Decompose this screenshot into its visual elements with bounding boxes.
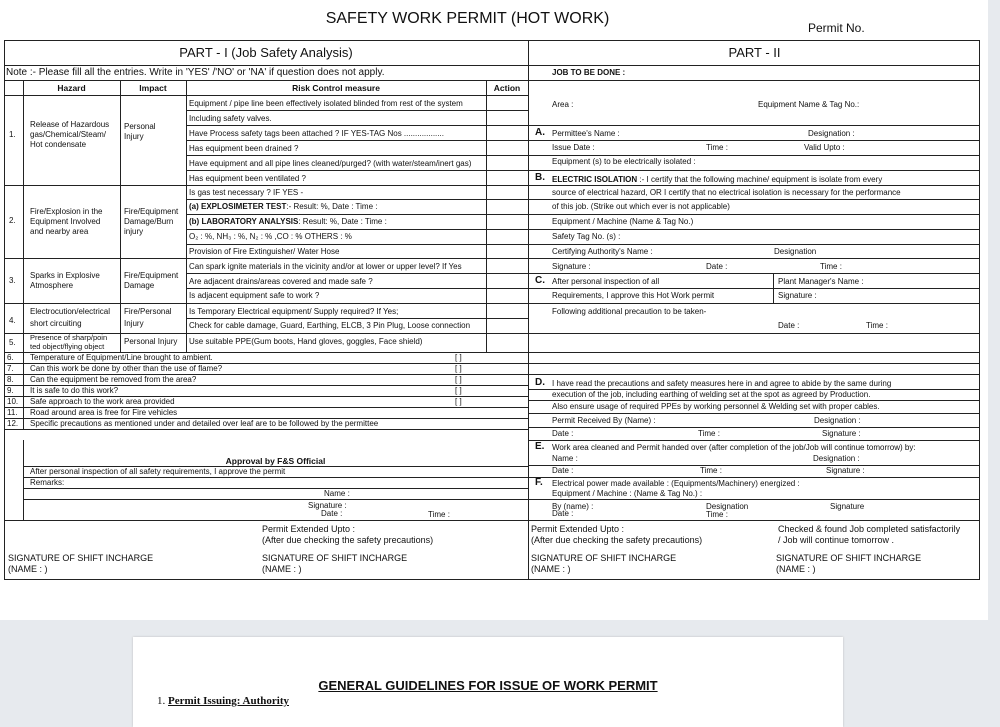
rule (23, 477, 528, 478)
equipment-tag-label: Equipment Name & Tag No.: (758, 100, 860, 109)
explosimeter-fields: :- Result: %, Date : Time : (286, 202, 378, 211)
risk-row (189, 217, 387, 227)
hazard-4-name: Electrocution/electrical (30, 307, 111, 316)
rule (186, 214, 528, 215)
part1-title: PART - I (Job Safety Analysis) (179, 45, 353, 60)
b-time: Time : (820, 262, 842, 271)
valid-upto: Valid Upto : (804, 143, 845, 152)
approval-time: Time : (428, 510, 450, 519)
rule (186, 170, 528, 171)
rule (186, 80, 187, 352)
rule (186, 125, 528, 126)
hazard-2-impact: Fire/Equipment (124, 207, 179, 216)
rule (4, 185, 528, 186)
col-action: Action (493, 83, 521, 93)
rule (528, 499, 980, 500)
hazard-4-name: short circuiting (30, 319, 82, 328)
rule (528, 288, 980, 289)
risk-row: Can spark ignite materials in the vicinity and/or at lower or upper level? If Yes (189, 262, 462, 271)
check-box[interactable]: [ ] (455, 364, 462, 373)
risk-row: O₂ : %, NH₃ : %, N₂ : % ,CO : % OTHERS : % (189, 232, 352, 241)
additional-precaution: Following additional precaution to be taken- (552, 307, 707, 316)
check-no: 11. (7, 408, 18, 417)
check-text: Safe approach to the work area provided (30, 397, 175, 406)
hazard-2-name: and nearby area (30, 227, 89, 236)
d-text: Also ensure usage of required PPEs by working personnel & Welding set with proper cables. (552, 402, 880, 411)
section-f: F. (535, 477, 543, 488)
job-to-be-done: JOB TO BE DONE : (552, 68, 626, 77)
hazard-4-impact: Injury (124, 319, 144, 328)
rule (528, 465, 980, 466)
section-a: A. (535, 127, 545, 138)
f-equipment: Equipment / Machine : (Name & Tag No.) : (552, 489, 703, 498)
rule (528, 199, 980, 200)
rule (486, 80, 487, 352)
hazard-5-name: Presence of sharp/poin (30, 333, 108, 342)
remarks-label: Remarks: (30, 478, 65, 487)
risk-row: Check for cable damage, Guard, Earthing, ELCB, 3 Pin Plug, Loose connection (189, 321, 471, 330)
d-text: I have read the precautions and safety measures here in and agree to abide by the same during (552, 379, 892, 388)
hazard-2-impact: injury (124, 227, 144, 236)
risk-row: Have Process safety tags been attached ? IF YES-TAG Nos .................. (189, 129, 444, 138)
hazard-1-name: Release of Hazardous (30, 120, 110, 129)
permit-extended: Permit Extended Upto : (531, 524, 625, 534)
f-designation: Designation (706, 502, 749, 511)
electric-isolation-title: ELECTRIC ISOLATION (552, 175, 638, 184)
hazard-3-name: Sparks in Explosive (30, 271, 100, 280)
rule (186, 229, 528, 230)
shift-incharge-signature: SIGNATURE OF SHIFT INCHARGE (531, 553, 677, 563)
d-signature: Signature : (822, 429, 861, 438)
approval-text: After personal inspection of all safety requirements, I approve the permit (30, 467, 286, 476)
hazard-3-impact: Fire/Equipment (124, 271, 179, 280)
certifying-designation: Designation (774, 247, 817, 256)
rule (528, 333, 980, 334)
hazard-1-impact: Injury (124, 132, 144, 141)
d-text: execution of the job, including earthing of welding set at the spot as agreed by Production. (552, 390, 871, 399)
hazard-4-impact: Fire/Personal (124, 307, 172, 316)
rule (4, 520, 980, 521)
hazard-1-no: 1. (9, 130, 16, 139)
rule (186, 288, 528, 289)
f-text: Electrical power made available : (Equipments/Machinery) energized : (552, 479, 800, 488)
rule (528, 229, 980, 230)
risk-row: Provision of Fire Extinguisher/ Water Hose (189, 247, 340, 256)
hazard-2-impact: Damage/Burn (124, 217, 174, 226)
rule (4, 65, 980, 66)
risk-row: Has equipment been ventilated ? (189, 174, 306, 183)
shift-incharge-signature: SIGNATURE OF SHIFT INCHARGE (776, 553, 922, 563)
c-approve: Requirements, I approve this Hot Work permit (552, 291, 715, 300)
check-box[interactable]: [ ] (455, 375, 462, 384)
check-text: Can this work be done by other than the use of flame? (30, 364, 223, 373)
rule (186, 318, 528, 319)
check-no: 7. (7, 364, 14, 373)
hazard-1-name: gas/Chemical/Steam/ (30, 130, 107, 139)
b-date: Date : (706, 262, 728, 271)
rule (528, 303, 980, 304)
rule (528, 140, 980, 141)
explosimeter-label: (a) EXPLOSIMETER TEST (189, 202, 287, 211)
issue-time: Time : (706, 143, 728, 152)
c-time: Time : (866, 321, 888, 330)
rule (186, 199, 528, 200)
check-box[interactable]: [ ] (455, 353, 462, 362)
e-date: Date : (552, 466, 574, 475)
rule (186, 140, 528, 141)
risk-row: Equipment / pipe line been effectively isolated blinded from rest of the system (189, 99, 463, 108)
part1-note: Note :- Please fill all the entries. Write in 'YES' /'NO' or 'NA' if question does not apply. (6, 67, 385, 78)
check-no: 6. (7, 353, 14, 362)
risk-row: Is Temporary Electrical equipment/ Supply required? If Yes; (189, 307, 399, 316)
permit-extended: Permit Extended Upto : (262, 524, 356, 534)
f-time: Time : (706, 510, 728, 519)
guideline-item-no: 1. (157, 695, 166, 707)
safety-tag-no: Safety Tag No. (s) : (552, 232, 621, 241)
check-no: 10. (7, 397, 19, 406)
risk-row: Are adjacent drains/areas covered and made safe ? (189, 277, 373, 286)
permittee-name: Permittee's Name : (552, 129, 620, 138)
rule (23, 80, 24, 352)
rule (186, 155, 528, 156)
c-signature: Signature : (778, 291, 817, 300)
part2-title: PART - II (728, 45, 781, 60)
section-c: C. (535, 275, 545, 286)
hazard-4-no: 4. (9, 316, 16, 325)
check-text: Road around area is free for Fire vehicles (30, 408, 178, 417)
col-risk: Risk Control measure (292, 83, 380, 93)
hazard-3-no: 3. (9, 276, 16, 285)
hazard-5-impact: Personal Injury (124, 337, 178, 346)
guidelines-page (133, 637, 843, 727)
risk-row: Have equipment and all pipe lines cleaned/purged? (with water/steam/inert gas) (189, 159, 472, 168)
certifying-authority: Certifying Authority's Name : (552, 247, 653, 256)
d-designation: Designation : (814, 416, 861, 425)
risk-row: Use suitable PPE(Gum boots, Hand gloves, goggles, Face shield) (189, 337, 423, 346)
issue-date: Issue Date : (552, 143, 595, 152)
check-text: It is safe to do this work? (30, 386, 119, 395)
hazard-1-name: Hot condensate (30, 140, 87, 149)
f-date: Date : (552, 509, 574, 518)
lab-analysis-fields: : Result: %, Date : Time : (298, 217, 387, 226)
rule (528, 170, 980, 171)
e-designation: Designation : (813, 454, 860, 463)
rule (528, 400, 980, 401)
hazard-2-no: 2. (9, 216, 16, 225)
rule (4, 429, 528, 430)
rule (528, 427, 980, 428)
rule (23, 488, 528, 489)
section-e: E. (535, 441, 545, 452)
shift-incharge-name: (NAME : ) (776, 564, 816, 574)
electric-isolation (552, 175, 882, 185)
rule (528, 258, 980, 259)
job-checked: Checked & found Job completed satisfactorily (778, 524, 961, 534)
plant-manager-name: Plant Manager's Name : (778, 277, 864, 286)
risk-row (189, 202, 377, 212)
lab-analysis-label: (b) LABORATORY ANALYSIS (189, 217, 299, 226)
rule (528, 273, 980, 274)
section-b: B. (535, 172, 545, 183)
isolation-text: source of electrical hazard, OR I certify that no electrical isolation is necessary for the performance (552, 188, 901, 197)
e-signature: Signature : (826, 466, 865, 475)
rule (4, 80, 528, 81)
guidelines-title: GENERAL GUIDELINES FOR ISSUE OF WORK PERMIT (318, 678, 658, 693)
hazard-5-name: ted object/flying object (30, 342, 105, 351)
hazard-2-name: Equipment Involved (30, 217, 101, 226)
permit-received-by: Permit Received By (Name) : (552, 416, 656, 425)
permit-extended-note: (After due checking the safety precautions) (531, 535, 703, 545)
e-name: Name : (552, 454, 578, 463)
f-by-name: By (name) : (552, 502, 594, 511)
job-continue: / Job will continue tomorrow . (778, 535, 895, 545)
guideline-item-title: Permit Issuing: Authority (168, 695, 289, 707)
isolation-text: of this job. (Strike out which ever is not applicable) (552, 202, 730, 211)
col-hazard: Hazard (57, 83, 86, 93)
rule (528, 214, 980, 215)
check-text: Temperature of Equipment/Line brought to ambient. (30, 353, 213, 362)
approval-title: Approval by F&S Official (225, 456, 326, 466)
shift-incharge-name: (NAME : ) (262, 564, 302, 574)
machine-name-tag: Equipment / Machine (Name & Tag No.) (552, 217, 694, 226)
rule (528, 155, 980, 156)
rule (23, 499, 528, 500)
rule (23, 352, 24, 429)
e-time: Time : (700, 466, 722, 475)
shift-incharge-name: (NAME : ) (8, 564, 48, 574)
hazard-1-impact: Personal (124, 122, 156, 131)
rule (4, 303, 528, 304)
permit-number-label: Permit No. (808, 21, 865, 35)
rule (528, 80, 980, 81)
hazard-3-impact: Damage (124, 281, 155, 290)
rule (528, 413, 980, 414)
guideline-item (157, 695, 289, 707)
hazard-2-name: Fire/Explosion in the (30, 207, 103, 216)
approval-name: Name : (324, 489, 350, 498)
risk-row: Including safety valves. (189, 114, 272, 123)
hazard-3-name: Atmosphere (30, 281, 74, 290)
d-time: Time : (698, 429, 720, 438)
c-date: Date : (778, 321, 800, 330)
check-text: Specific precautions as mentioned under and detailed over leaf are to be followed by the permittee (30, 419, 379, 428)
check-text: Can the equipment be removed from the area? (30, 375, 197, 384)
risk-row: Is adjacent equipment safe to work ? (189, 291, 320, 300)
rule (528, 185, 980, 186)
f-signature: Signature (830, 502, 865, 511)
check-no: 12. (7, 419, 19, 428)
rule (186, 244, 528, 245)
b-signature: Signature : (552, 262, 591, 271)
isolated-equipment: Equipment (s) to be electrically isolated : (552, 157, 696, 166)
e-text: Work area cleaned and Permit handed over (after completion of the job/Job will continue tomorrow) by: (552, 443, 916, 452)
electric-isolation-text: :- I certify that the following machine/ equipment is isolate from every (639, 175, 883, 184)
permit-extended-note: (After due checking the safety precautions) (262, 535, 434, 545)
check-box[interactable]: [ ] (455, 397, 462, 406)
shift-incharge-signature: SIGNATURE OF SHIFT INCHARGE (262, 553, 408, 563)
rule (4, 258, 528, 259)
section-d: D. (535, 377, 545, 388)
rule (528, 477, 980, 478)
area-label: Area : (552, 100, 574, 109)
hazard-5-no: 5. (9, 338, 16, 347)
rule (4, 95, 528, 96)
check-box[interactable]: [ ] (455, 386, 462, 395)
approval-signature: Signature : (308, 501, 347, 510)
risk-row: Is gas test necessary ? IF YES - (189, 188, 304, 197)
check-no: 9. (7, 386, 14, 395)
rule (23, 440, 24, 520)
rule (186, 110, 528, 111)
check-no: 8. (7, 375, 14, 384)
permittee-designation: Designation : (808, 129, 855, 138)
shift-incharge-name: (NAME : ) (531, 564, 571, 574)
rule (773, 273, 774, 303)
rule (528, 440, 980, 441)
d-date: Date : (552, 429, 574, 438)
col-impact: Impact (139, 83, 167, 93)
approval-date: Date : (321, 509, 343, 518)
c-inspection: After personal inspection of all (552, 277, 660, 286)
form-title: SAFETY WORK PERMIT (HOT WORK) (325, 10, 610, 27)
rule (528, 125, 980, 126)
rule (528, 244, 980, 245)
shift-incharge-signature: SIGNATURE OF SHIFT INCHARGE (8, 553, 154, 563)
risk-row: Has equipment been drained ? (189, 144, 299, 153)
rule (186, 273, 528, 274)
rule (120, 80, 121, 352)
